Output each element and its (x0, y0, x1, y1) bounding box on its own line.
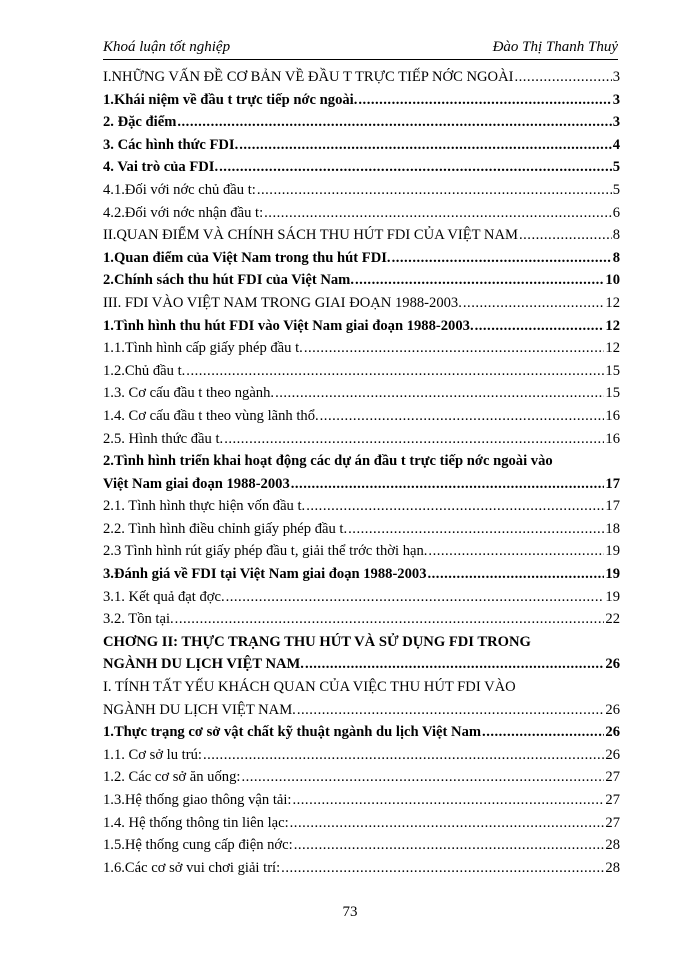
toc-entry-page: 26 (605, 724, 620, 741)
toc-entry-title: 1.4. Hệ thống thông tin liên lạc: (103, 814, 289, 831)
toc-dot-leader (428, 540, 604, 563)
toc-entry-title: 1.Quan điểm của Việt Nam trong thu hút FDI. (103, 249, 391, 266)
toc-entry (103, 563, 620, 586)
toc-entry (103, 382, 620, 405)
toc-entry (103, 66, 620, 89)
toc-entry-title: 2.2. Tình hình điều chỉnh giấy phép đầu t. (103, 520, 348, 537)
toc-entry (103, 360, 620, 383)
toc-entry-title: NGÀNH DU LỊCH VIỆT NAM. (103, 701, 296, 718)
toc-entry-title: 2.Chính sách thu hút FDI của Việt Nam. (103, 272, 354, 289)
toc-entry-title: 1.2.Chủ đầu t. (103, 362, 186, 379)
toc-entry-title: 1.Tình hình thu hút FDI vào Việt Nam giai đoạn 1988-2003. (103, 317, 474, 334)
toc-entry (103, 495, 620, 518)
toc-entry (103, 473, 620, 496)
toc-dot-leader (306, 495, 604, 518)
toc-entry-title: 1.6.Các cơ sở vui chơi giải trí: (103, 859, 281, 876)
toc-dot-leader (291, 473, 605, 496)
toc-dot-leader (482, 721, 604, 744)
toc-entry-page: 5 (612, 159, 620, 176)
toc-dot-leader (226, 586, 605, 609)
toc-entry (103, 224, 620, 247)
header-rule (103, 59, 618, 60)
toc-dot-leader (257, 179, 612, 202)
toc-entry-title: 4.1.Đối với nớc chủ đầu t: (103, 181, 256, 198)
toc-entry-title: 3.2. Tồn tại. (103, 611, 174, 628)
header-left-title: Khoá luận tốt nghiệp (103, 39, 231, 55)
toc-dot-leader (475, 315, 605, 338)
toc-entry (103, 89, 620, 112)
toc-entry-title: 3. Các hình thức FDI. (103, 136, 239, 153)
toc-dot-leader (290, 812, 605, 835)
toc-entry (103, 540, 620, 563)
toc-entry (103, 111, 620, 134)
toc-entry (103, 315, 620, 338)
toc-entry-title: 1.1. Cơ sở lu trú: (103, 746, 202, 763)
toc-entry-title: 1.5.Hệ thống cung cấp điện nớc: (103, 837, 293, 854)
toc-entry (103, 134, 620, 157)
toc-dot-leader (203, 744, 604, 767)
toc-entry-page: 3 (612, 114, 620, 131)
toc-entry-page: 4 (612, 136, 620, 153)
toc-dot-leader (428, 563, 605, 586)
toc-entry (103, 337, 620, 360)
page-number: 73 (342, 904, 358, 920)
toc-entry-page: 27 (605, 792, 620, 808)
toc-entry-page: 26 (605, 746, 620, 763)
toc-entry-title: 1.Khái niệm về đầu t trực tiếp nớc ngoài. (103, 91, 358, 108)
toc-entry-page: 8 (612, 227, 620, 244)
toc-entry-title: 1.3. Cơ cấu đầu t theo ngành. (103, 385, 275, 402)
toc-entry-page: 18 (605, 520, 620, 537)
toc-entry (103, 586, 620, 609)
toc-entry-title: 1.4. Cơ cấu đầu t theo vùng lãnh thổ. (103, 407, 319, 424)
toc-entry-page: 3 (612, 91, 620, 108)
toc-dot-leader (275, 382, 604, 405)
toc-dot-leader (264, 202, 612, 225)
toc-dot-leader (297, 699, 605, 722)
toc-entry-title: III. FDI VÀO VIỆT NAM TRONG GIAI ĐOẠN 1988-2003. (103, 294, 462, 311)
toc-entry-first-line: CHƠNG II: THỰC TRẠNG THU HÚT VÀ SỬ DỤNG FDI TRONG (103, 633, 531, 650)
toc-entry (103, 428, 620, 451)
toc-entry-page: 19 (605, 543, 620, 560)
toc-entry (103, 156, 620, 179)
toc-dot-leader (175, 608, 605, 631)
header-author: Đào Thị Thanh Thuỷ (492, 39, 618, 55)
toc-entry-page: 6 (612, 204, 620, 221)
toc-entry-title: 4. Vai trò của FDI. (103, 159, 219, 176)
toc-entry-page: 3 (612, 69, 620, 85)
toc-entry (103, 766, 620, 789)
toc-dot-leader (358, 89, 611, 112)
toc-entry-title: NGÀNH DU LỊCH VIỆT NAM. (103, 656, 304, 673)
toc-dot-leader (294, 834, 605, 857)
toc-dot-leader (519, 224, 612, 247)
toc-entry-page: 12 (605, 294, 620, 311)
toc-entry (103, 247, 620, 270)
toc-entry (103, 202, 620, 225)
toc-dot-leader (241, 766, 604, 789)
toc-dot-leader (292, 789, 604, 812)
toc-dot-leader (177, 111, 611, 134)
toc-entry-title: 3.1. Kết quả đạt đợc. (103, 588, 225, 605)
toc-dot-leader (348, 518, 604, 541)
toc-entry-page: 17 (605, 475, 620, 492)
toc-entry-page: 26 (605, 656, 620, 673)
toc-dot-leader (304, 337, 605, 360)
toc-entry-page: 5 (612, 181, 620, 198)
toc-dot-leader (239, 134, 611, 157)
toc-entry-title: 4.2.Đối với nớc nhận đầu t: (103, 204, 264, 221)
toc-entry-page: 15 (605, 385, 620, 402)
toc-entry-page: 19 (605, 588, 620, 605)
toc-dot-leader (514, 66, 611, 89)
toc-entry (103, 789, 620, 812)
toc-dot-leader (392, 247, 612, 270)
toc-dot-leader (320, 405, 605, 428)
toc-entry (103, 518, 620, 541)
toc-dot-leader (355, 269, 604, 292)
toc-dot-leader (224, 428, 604, 451)
toc-entry (103, 857, 620, 880)
toc-entry (103, 608, 620, 631)
toc-entry-page: 28 (605, 837, 620, 854)
toc-entry-title: 2. Đặc điểm (103, 114, 177, 131)
toc-entry (103, 653, 620, 676)
toc-entry-page: 27 (605, 769, 620, 786)
toc-dot-leader (463, 292, 605, 315)
toc-entry-page: 15 (605, 362, 620, 379)
toc-entry-title: 2.3 Tình hình rút giấy phép đầu t, giải thể trớc thời hạn. (103, 543, 428, 560)
toc-entry-first-line: 2.Tình hình triển khai hoạt động các dự án đầu t trực tiếp nớc ngoài vào (103, 453, 553, 470)
toc-entry (103, 179, 620, 202)
toc-entry-page: 26 (605, 701, 620, 718)
toc-entry-title: 3.Đánh giá về FDI tại Việt Nam giai đoạn 1988-2003 (103, 566, 427, 583)
toc-entry-page: 12 (605, 340, 620, 357)
toc-entry (103, 699, 620, 722)
toc-entry-page: 28 (605, 859, 620, 876)
toc-entry-page: 12 (605, 317, 620, 334)
toc-entry (103, 292, 620, 315)
toc-entry-title: I.NHỮNG VẤN ĐỀ CƠ BẢN VỀ ĐẦU T TRỰC TIẾP NỚC NGOÀI (103, 69, 514, 85)
toc-entry-page: 16 (605, 407, 620, 424)
toc-entry-page: 16 (605, 430, 620, 447)
toc-entry-page: 17 (605, 498, 620, 515)
toc-dot-leader (186, 360, 604, 383)
toc-entry-title: 1.2. Các cơ sở ăn uống: (103, 769, 241, 786)
toc-entry (103, 721, 620, 744)
toc-entry (103, 269, 620, 292)
toc-entry-title: 1.Thực trạng cơ sở vật chất kỹ thuật ngành du lịch Việt Nam (103, 724, 482, 741)
toc-entry-title: 1.3.Hệ thống giao thông vận tải: (103, 792, 292, 808)
toc-entry-page: 22 (605, 611, 620, 628)
toc-entry-page: 8 (612, 249, 620, 266)
toc-entry-page: 27 (605, 814, 620, 831)
toc-entry-first-line: I. TÍNH TẤT YẾU KHÁCH QUAN CỦA VIỆC THU HÚT FDI VÀO (103, 679, 516, 696)
toc-dot-leader (281, 857, 604, 880)
toc-entry (103, 405, 620, 428)
running-header (103, 36, 618, 58)
toc-entry-title: Việt Nam giai đoạn 1988-2003 (103, 475, 290, 492)
toc-entry-title: 2.5. Hình thức đầu t. (103, 430, 224, 447)
toc-entry-title: 1.1.Tình hình cấp giấy phép đầu t. (103, 340, 303, 357)
toc-dot-leader (305, 653, 604, 676)
toc-entry-page: 10 (605, 272, 620, 289)
toc-entry-page: 19 (605, 566, 620, 583)
toc-entry (103, 812, 620, 835)
table-of-contents (103, 66, 620, 879)
toc-entry (103, 744, 620, 767)
toc-entry (103, 834, 620, 857)
toc-entry-title: II.QUAN ĐIỂM VÀ CHÍNH SÁCH THU HÚT FDI CỦA VIỆT NAM (103, 227, 518, 244)
toc-dot-leader (219, 156, 612, 179)
toc-entry-title: 2.1. Tình hình thực hiện vốn đầu t. (103, 498, 306, 515)
